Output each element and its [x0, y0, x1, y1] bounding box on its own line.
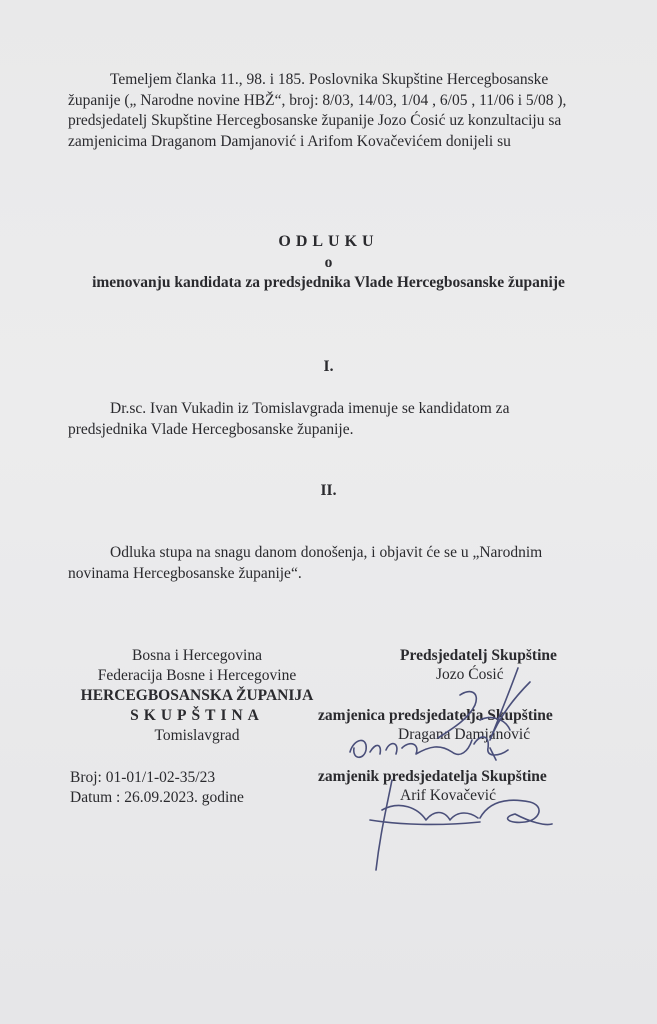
- document-date: Datum : 26.09.2023. godine: [70, 789, 244, 806]
- issuer-body: SKUPŠTINA: [130, 707, 264, 724]
- signatory-name-3: Arif Kovačević: [400, 787, 496, 804]
- signatory-name-2: Dragana Damjanović: [398, 726, 531, 743]
- intro-paragraph: [68, 70, 628, 152]
- signatory-role-2: zamjenica predsjedatelja Skupštine: [318, 707, 553, 724]
- issuer-entity: Federacija Bosne i Hercegovine: [97, 667, 297, 684]
- section-line: novinama Hercegbosanske županije“.: [68, 565, 302, 582]
- intro-line: Temeljem članka 11., 98. i 185. Poslovnika Skupštine Hercegbosanske: [110, 71, 549, 88]
- document-number: Broj: 01-01/1-02-35/23: [70, 769, 216, 786]
- section-numeral-1: I.: [323, 358, 334, 375]
- section-line: Dr.sc. Ivan Vukadin iz Tomislavgrada imenuje se kandidatom za: [110, 400, 510, 417]
- issuer-city: Tomislavgrad: [154, 727, 240, 744]
- signature-dragana-damjanovic: [350, 737, 508, 760]
- intro-line: zamjenicima Draganom Damjanović i Arifom Kovačevićem donijeli su: [68, 132, 511, 150]
- section-numeral-2: II.: [320, 482, 337, 499]
- section-2-text: [68, 542, 628, 584]
- handwritten-signatures: [340, 660, 570, 880]
- issuer-country: Bosna i Hercegovina: [132, 647, 262, 664]
- decision-title: ODLUKU: [278, 233, 379, 250]
- section-line: Odluka stupa na snagu danom donošenja, i objavit će se u „Narodnim: [110, 544, 543, 561]
- signatory-role-3: zamjenik predsjedatelja Skupštine: [318, 768, 547, 785]
- signature-jozo-cosic: [438, 668, 530, 740]
- intro-line: predsjedatelj Skupštine Hercegbosanske županije Jozo Ćosić uz konzultaciju sa: [68, 112, 562, 129]
- issuer-county: HERCEGBOSANSKA ŽUPANIJA: [80, 687, 314, 704]
- decision-subject: imenovanju kandidata za predsjednika Vlade Hercegbosanske županije: [92, 274, 565, 291]
- signatory-role-1: Predsjedatelj Skupštine: [400, 647, 557, 664]
- signature-arif-kovacevic: [370, 780, 552, 870]
- signatory-name-1: Jozo Ćosić: [436, 666, 504, 683]
- section-1-text: [68, 398, 628, 440]
- decision-o: o: [324, 254, 333, 271]
- intro-line: županije („ Narodne novine HBŽ“, broj: 8/03, 14/03, 1/04 , 6/05 , 11/06 i 5/08 ),: [68, 91, 567, 109]
- section-line: predsjednika Vlade Hercegbosanske županije.: [68, 421, 354, 438]
